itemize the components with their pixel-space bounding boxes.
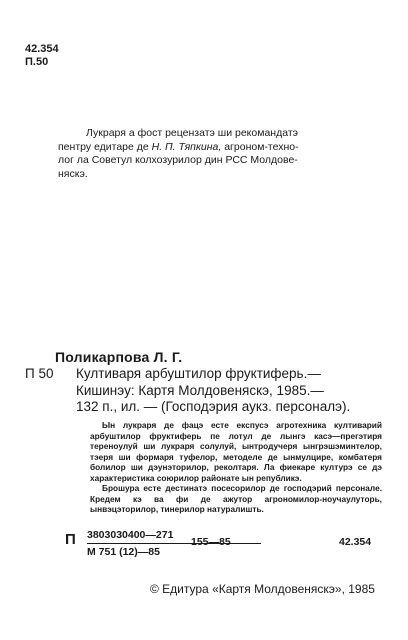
copyright-line: © Едитура «Картя Молдовеняскэ», 1985 bbox=[150, 582, 375, 596]
fraction-line bbox=[87, 543, 261, 544]
catalog-prefix-letter: П bbox=[65, 531, 76, 548]
classification-codes bbox=[25, 43, 59, 69]
catalog-class-right: 42.354 bbox=[339, 536, 372, 548]
catalog-denominator: М 751 (12)—85 bbox=[87, 546, 160, 558]
annotation-paragraph-2: Брошура есте дестинатэ посесорилор де господэрий персонале. Кредем кэ ва фи де ажутор агрономилор-ноучаулуторь, ынвэцэторилор, тинерилор натуралишть. bbox=[90, 483, 382, 514]
title-line-2: Кишинэу: Картя Молдовеняскэ, 1985.— bbox=[76, 382, 324, 398]
udc-code: 42.354 bbox=[25, 43, 59, 55]
bibliographic-title bbox=[56, 366, 386, 416]
review-line-1: Лукраря а фост рецензатэ ши рекомандатэ bbox=[86, 127, 298, 139]
bbk-code: П.50 bbox=[25, 56, 49, 68]
review-line-2-prefix: пентру едитаре де bbox=[58, 140, 149, 153]
annotation bbox=[90, 420, 382, 515]
catalog-numerator: 3803030400—271 bbox=[87, 529, 174, 541]
review-note bbox=[58, 127, 378, 181]
author-name: Поликарпова Л. Г. bbox=[55, 349, 183, 365]
review-line-2-suffix: агроном-техно- bbox=[224, 140, 299, 153]
annotation-paragraph-1: Ын лукраря де фацэ есте експусэ агротехника култиварий арбуштилор фруктиферь пе лотул де лынгэ касэ—прегэтиря тереноулуй ши лукраря солулуй, ынтродучеря ынгрэшэминтелор, тэеря ши формаря туфелор, методеле де ынмулцире, комбатеря болилор ши дэунэторилор, реколтаря. Ла фиекаре културэ се дэ характеристика союрилор районате ын републикэ. bbox=[90, 420, 382, 483]
catalog-right-code: 155—85 bbox=[191, 536, 231, 548]
review-line-3: лог ла Советул колхозурилор дин РСС Молдове- bbox=[58, 154, 298, 166]
reviewer-name: Н. П. Тяпкина, bbox=[151, 140, 222, 153]
review-line-4: няскэ. bbox=[58, 167, 88, 180]
index-code: П 50 bbox=[25, 366, 54, 381]
review-line-2 bbox=[58, 141, 378, 155]
title-line-1: Култиваря арбуштилор фруктиферь.— bbox=[76, 366, 321, 381]
title-line-3: 132 п., ил. — (Господэрия аукз. персоналэ). bbox=[76, 399, 351, 414]
